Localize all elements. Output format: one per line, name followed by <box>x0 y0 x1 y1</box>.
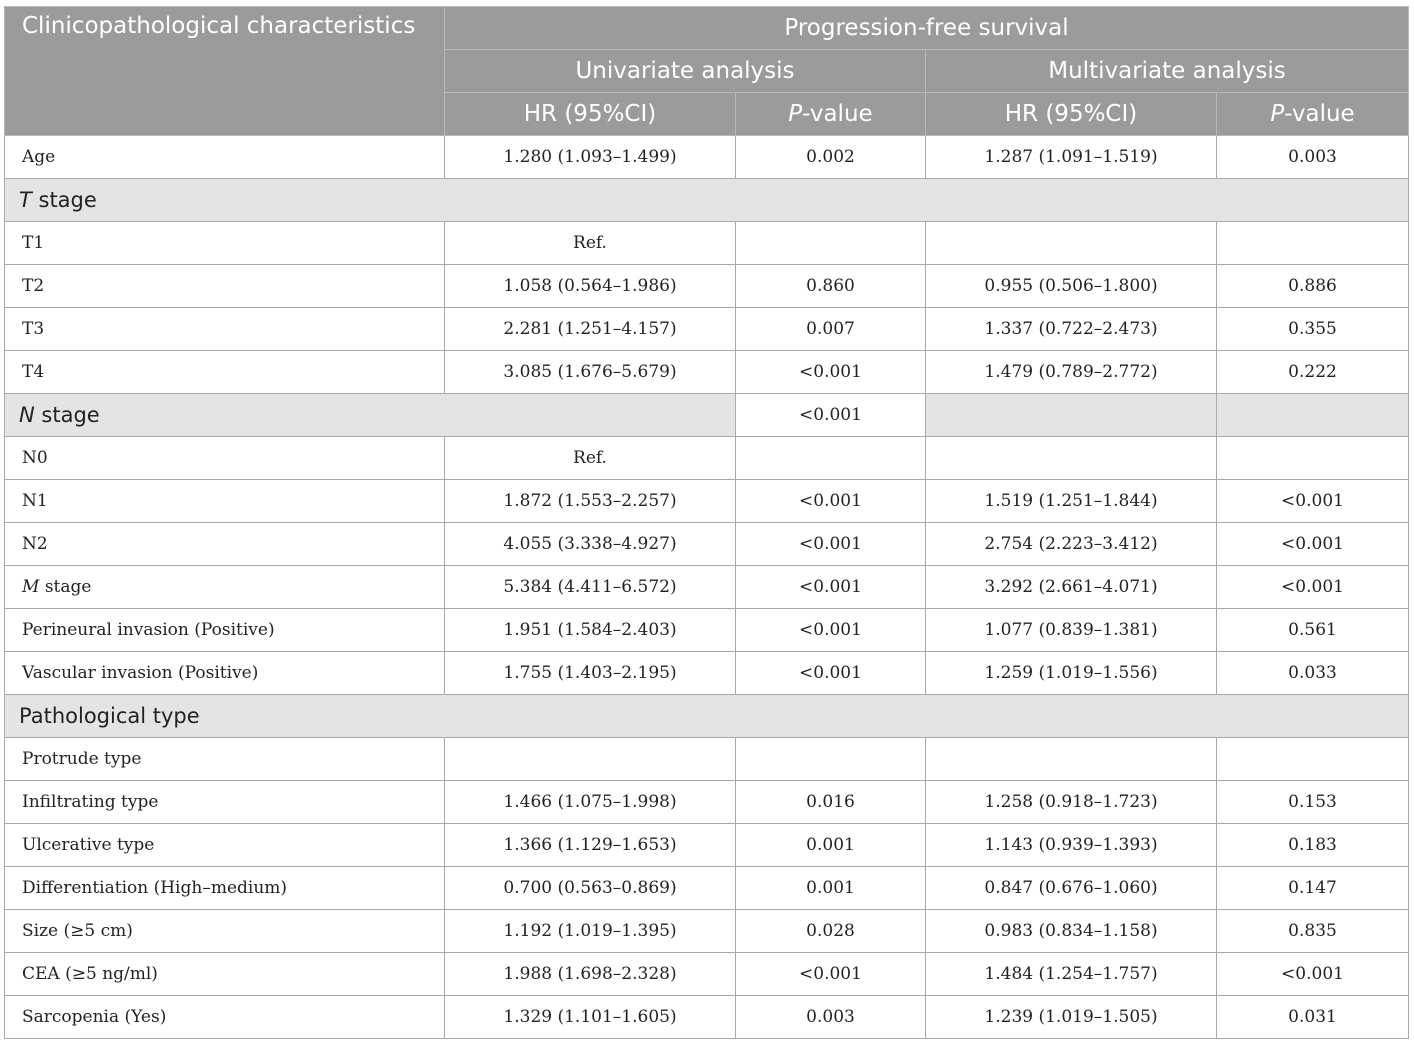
table-row <box>5 910 1409 953</box>
univariate-header: Univariate analysis <box>445 50 926 93</box>
table-row <box>5 351 1409 394</box>
univariate-p-header <box>736 93 926 136</box>
multivariate-hr: 1.287 (1.091–1.519) <box>926 136 1217 179</box>
p-italic: P <box>788 101 803 127</box>
univariate-p: 0.007 <box>736 308 926 351</box>
row-label: T1 <box>5 222 445 265</box>
row-label: N2 <box>5 523 445 566</box>
table-row <box>5 996 1409 1039</box>
univariate-p: 0.002 <box>736 136 926 179</box>
univariate-p: <0.001 <box>736 953 926 996</box>
section-row-n-stage <box>5 394 1409 437</box>
row-label-rest: stage <box>39 577 92 597</box>
multivariate-p: 0.222 <box>1217 351 1409 394</box>
multivariate-hr: 0.983 (0.834–1.158) <box>926 910 1217 953</box>
multivariate-p: 0.153 <box>1217 781 1409 824</box>
multivariate-hr: 1.239 (1.019–1.505) <box>926 996 1217 1039</box>
univariate-hr: 1.755 (1.403–2.195) <box>445 652 736 695</box>
univariate-hr: 2.281 (1.251–4.157) <box>445 308 736 351</box>
multivariate-p: 0.031 <box>1217 996 1409 1039</box>
univariate-hr: 5.384 (4.411–6.572) <box>445 566 736 609</box>
multivariate-p: 0.355 <box>1217 308 1409 351</box>
multivariate-p: <0.001 <box>1217 523 1409 566</box>
multivariate-p: 0.147 <box>1217 867 1409 910</box>
multivariate-hr-header: HR (95%CI) <box>926 93 1217 136</box>
univariate-p: <0.001 <box>736 566 926 609</box>
univariate-p: 0.028 <box>736 910 926 953</box>
multivariate-p: <0.001 <box>1217 480 1409 523</box>
univariate-p: 0.003 <box>736 996 926 1039</box>
section-rest: stage <box>31 188 97 212</box>
section-row-t-stage <box>5 179 1409 222</box>
univariate-hr: Ref. <box>445 437 736 480</box>
table-row <box>5 781 1409 824</box>
univariate-p: <0.001 <box>736 480 926 523</box>
multivariate-p: 0.183 <box>1217 824 1409 867</box>
table-row <box>5 480 1409 523</box>
row-label: Perineural invasion (Positive) <box>5 609 445 652</box>
row-label: CEA (≥5 ng/ml) <box>5 953 445 996</box>
pfs-table <box>4 6 1409 1039</box>
row-label: Size (≥5 cm) <box>5 910 445 953</box>
univariate-hr-header: HR (95%CI) <box>445 93 736 136</box>
row-label: T2 <box>5 265 445 308</box>
univariate-p: <0.001 <box>736 351 926 394</box>
univariate-hr: 1.466 (1.075–1.998) <box>445 781 736 824</box>
multivariate-p <box>1217 738 1409 781</box>
univariate-p <box>736 738 926 781</box>
section-rest: stage <box>34 403 100 427</box>
multivariate-p-header <box>1217 93 1409 136</box>
multivariate-header: Multivariate analysis <box>926 50 1409 93</box>
table-row <box>5 824 1409 867</box>
multivariate-hr: 3.292 (2.661–4.071) <box>926 566 1217 609</box>
univariate-p: <0.001 <box>736 609 926 652</box>
row-label: N0 <box>5 437 445 480</box>
pfs-header: Progression-free survival <box>445 7 1409 50</box>
univariate-p: <0.001 <box>736 394 926 437</box>
section-label <box>5 179 1409 222</box>
table-row <box>5 523 1409 566</box>
multivariate-hr <box>926 738 1217 781</box>
multivariate-hr: 1.337 (0.722–2.473) <box>926 308 1217 351</box>
multivariate-p: 0.561 <box>1217 609 1409 652</box>
univariate-hr: 0.700 (0.563–0.869) <box>445 867 736 910</box>
row-label: Sarcopenia (Yes) <box>5 996 445 1039</box>
univariate-p: 0.016 <box>736 781 926 824</box>
univariate-hr: 1.058 (0.564–1.986) <box>445 265 736 308</box>
univariate-hr: 1.280 (1.093–1.499) <box>445 136 736 179</box>
univariate-p: <0.001 <box>736 523 926 566</box>
row-label: Age <box>5 136 445 179</box>
multivariate-hr: 1.484 (1.254–1.757) <box>926 953 1217 996</box>
row-label: N1 <box>5 480 445 523</box>
multivariate-hr <box>926 222 1217 265</box>
row-label: Protrude type <box>5 738 445 781</box>
multivariate-hr: 1.259 (1.019–1.556) <box>926 652 1217 695</box>
row-label: Differentiation (High–medium) <box>5 867 445 910</box>
multivariate-p: 0.003 <box>1217 136 1409 179</box>
row-label: T3 <box>5 308 445 351</box>
univariate-p: 0.001 <box>736 824 926 867</box>
univariate-hr: 3.085 (1.676–5.679) <box>445 351 736 394</box>
table-row <box>5 953 1409 996</box>
p-rest: -value <box>802 101 873 127</box>
empty-cell <box>926 394 1217 437</box>
multivariate-hr: 1.077 (0.839–1.381) <box>926 609 1217 652</box>
univariate-hr: 1.951 (1.584–2.403) <box>445 609 736 652</box>
section-italic: T <box>19 188 32 212</box>
table-row <box>5 222 1409 265</box>
univariate-hr: Ref. <box>445 222 736 265</box>
univariate-p: 0.860 <box>736 265 926 308</box>
univariate-hr: 1.872 (1.553–2.257) <box>445 480 736 523</box>
multivariate-p: 0.835 <box>1217 910 1409 953</box>
section-label <box>5 394 736 437</box>
table-row <box>5 867 1409 910</box>
row-label-italic: M <box>22 577 40 597</box>
section-label: Pathological type <box>5 695 1409 738</box>
multivariate-hr: 2.754 (2.223–3.412) <box>926 523 1217 566</box>
table-row <box>5 738 1409 781</box>
univariate-p <box>736 437 926 480</box>
univariate-hr: 1.366 (1.129–1.653) <box>445 824 736 867</box>
table-header <box>5 7 1409 136</box>
univariate-hr: 1.329 (1.101–1.605) <box>445 996 736 1039</box>
table-row <box>5 136 1409 179</box>
multivariate-hr: 0.955 (0.506–1.800) <box>926 265 1217 308</box>
row-label: Ulcerative type <box>5 824 445 867</box>
multivariate-hr: 0.847 (0.676–1.060) <box>926 867 1217 910</box>
multivariate-hr <box>926 437 1217 480</box>
multivariate-hr: 1.519 (1.251–1.844) <box>926 480 1217 523</box>
row-label: T4 <box>5 351 445 394</box>
multivariate-hr: 1.143 (0.939–1.393) <box>926 824 1217 867</box>
multivariate-p <box>1217 437 1409 480</box>
characteristics-header: Clinicopathological characteristics <box>5 7 445 136</box>
multivariate-p <box>1217 222 1409 265</box>
section-row-pathological-type <box>5 695 1409 738</box>
univariate-hr: 1.192 (1.019–1.395) <box>445 910 736 953</box>
univariate-hr: 1.988 (1.698–2.328) <box>445 953 736 996</box>
table-row <box>5 566 1409 609</box>
multivariate-hr: 1.479 (0.789–2.772) <box>926 351 1217 394</box>
table-row <box>5 609 1409 652</box>
row-label: Infiltrating type <box>5 781 445 824</box>
table-container <box>4 6 1408 1039</box>
univariate-p <box>736 222 926 265</box>
multivariate-p: <0.001 <box>1217 953 1409 996</box>
table-row <box>5 652 1409 695</box>
table-row <box>5 265 1409 308</box>
row-label: Vascular invasion (Positive) <box>5 652 445 695</box>
univariate-p: <0.001 <box>736 652 926 695</box>
table-row <box>5 308 1409 351</box>
multivariate-p: 0.033 <box>1217 652 1409 695</box>
table-row <box>5 437 1409 480</box>
multivariate-p: 0.886 <box>1217 265 1409 308</box>
p-rest: -value <box>1284 101 1355 127</box>
section-italic: N <box>19 403 35 427</box>
univariate-hr: 4.055 (3.338–4.927) <box>445 523 736 566</box>
multivariate-hr: 1.258 (0.918–1.723) <box>926 781 1217 824</box>
univariate-hr <box>445 738 736 781</box>
p-italic: P <box>1270 101 1285 127</box>
multivariate-p: <0.001 <box>1217 566 1409 609</box>
row-label <box>5 566 445 609</box>
empty-cell <box>1217 394 1409 437</box>
univariate-p: 0.001 <box>736 867 926 910</box>
